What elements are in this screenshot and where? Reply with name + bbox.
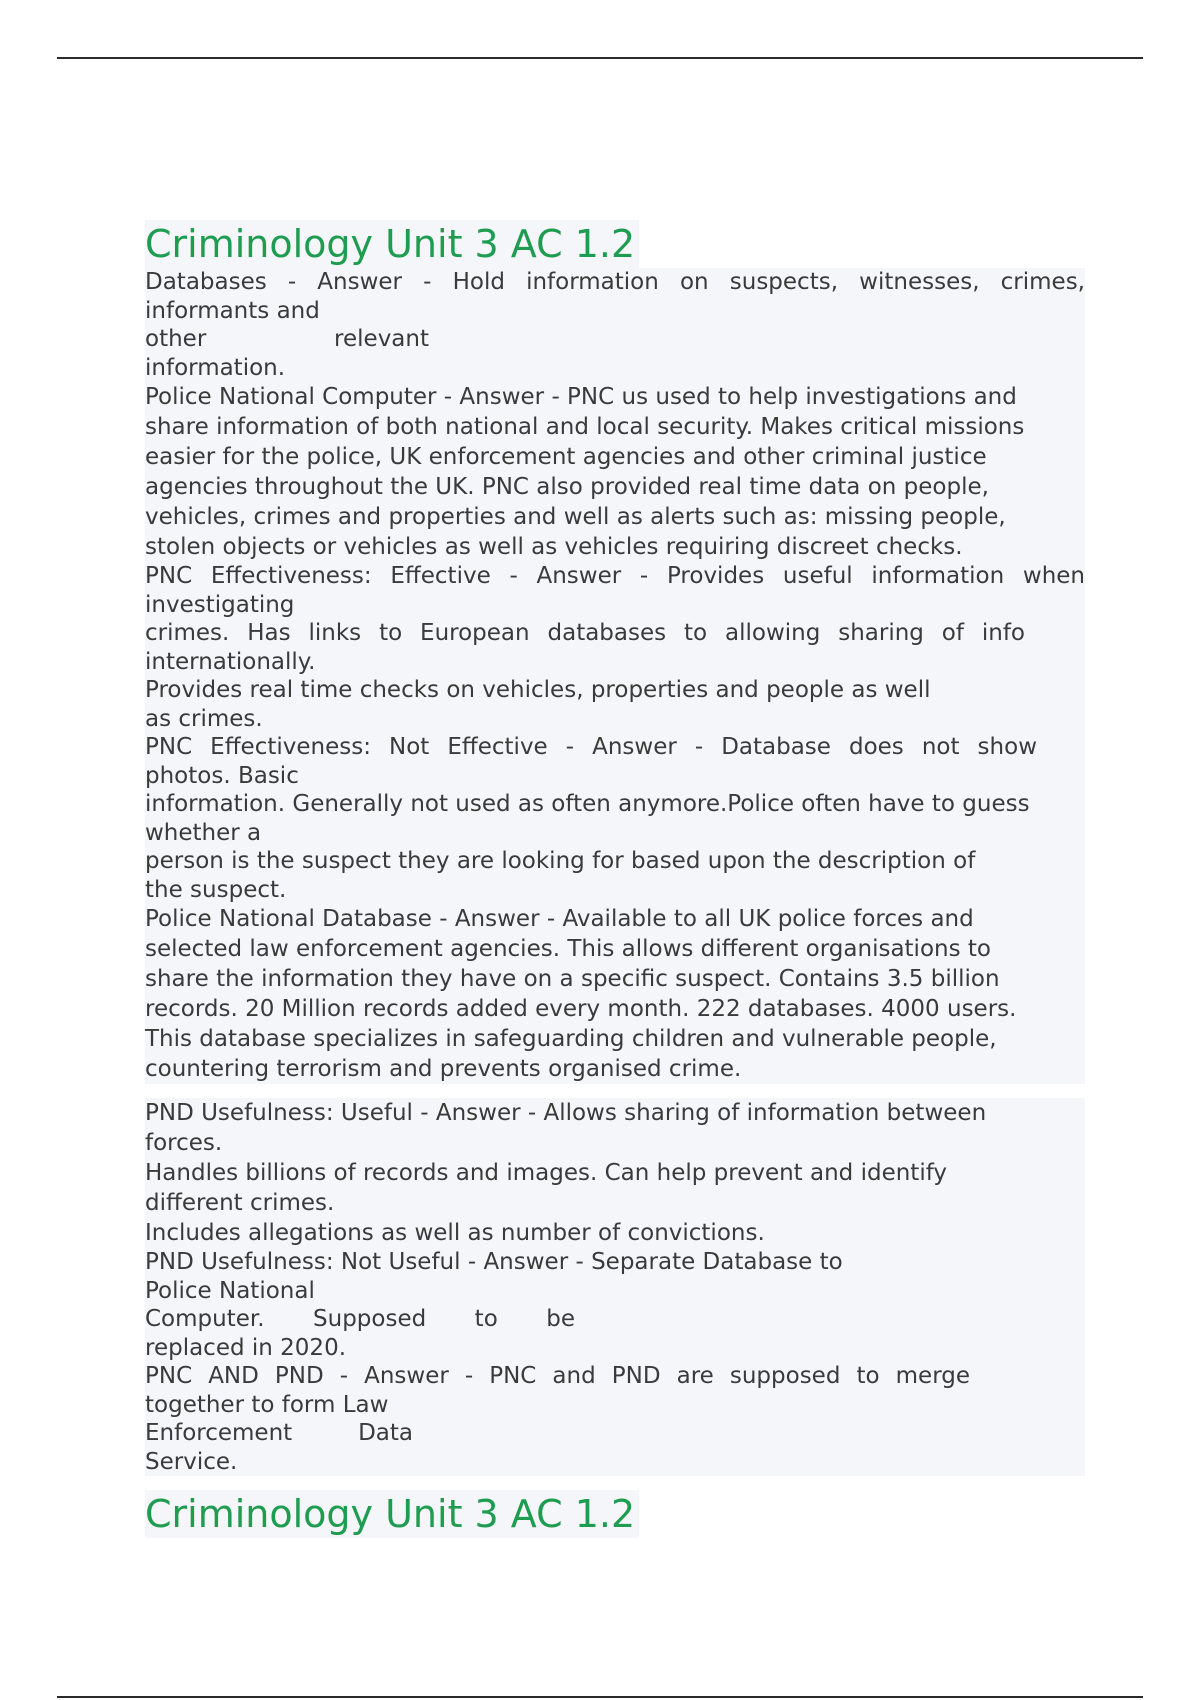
text-line: Police National Database - Answer - Available to all UK police forces and	[145, 906, 974, 932]
text-line: agencies throughout the UK. PNC also provided real time data on people,	[145, 474, 989, 500]
text-line: whether a	[145, 819, 262, 846]
text-line: countering terrorism and prevents organised crime.	[145, 1056, 742, 1082]
page-title: Criminology Unit 3 AC 1.2	[145, 220, 639, 268]
paragraph-pnc-and-pnd-cont	[145, 1419, 1085, 1476]
text-line: crimes. Has links to European databases to allowing sharing of info	[145, 620, 1025, 646]
paragraph-pnc-not-effective	[145, 733, 1085, 904]
text-line: informants and	[145, 297, 320, 324]
text-line: information. Generally not used as often anymore.Police often have to guess	[145, 791, 1030, 817]
text-line: Service.	[145, 1448, 238, 1475]
text-line: Police National Computer - Answer - PNC us used to help investigations and	[145, 384, 1017, 410]
text-line: stolen objects or vehicles as well as vehicles requiring discreet checks.	[145, 534, 963, 560]
text-line: internationally.	[145, 648, 316, 675]
text-line: forces.	[145, 1130, 223, 1156]
text-line: Handles billions of records and images. Can help prevent and identify	[145, 1160, 948, 1186]
text-line: PND Usefulness: Not Useful - Answer - Separate Database to	[145, 1249, 843, 1275]
spacer	[145, 1084, 1085, 1098]
text-line: records. 20 Million records added every month. 222 databases. 4000 users.	[145, 996, 1017, 1022]
text-line: Includes allegations as well as number of convictions.	[145, 1220, 765, 1246]
paragraph-pnd-not-useful-cont	[145, 1305, 1085, 1362]
paragraph-pnd-useful	[145, 1098, 1085, 1248]
text-line: Databases - Answer - Hold information on suspects, witnesses, crimes,	[145, 269, 1085, 295]
text-line: This database specializes in safeguarding children and vulnerable people,	[145, 1026, 997, 1052]
text-line: information.	[145, 354, 286, 381]
footer-title: Criminology Unit 3 AC 1.2	[145, 1490, 639, 1538]
paragraph-databases	[145, 268, 1085, 325]
paragraph-pnd	[145, 904, 1085, 1084]
text-line: vehicles, crimes and properties and well as alerts such as: missing people,	[145, 504, 1006, 530]
paragraph-pnc-effective	[145, 562, 1085, 733]
text-line: replaced in 2020.	[145, 1334, 347, 1361]
text-line: share information of both national and local security. Makes critical missions	[145, 414, 1025, 440]
text-line: other relevant	[145, 326, 429, 352]
paragraph-pnd-not-useful	[145, 1248, 1085, 1305]
text-line: selected law enforcement agencies. This allows different organisations to	[145, 936, 991, 962]
spacer	[145, 1476, 1085, 1490]
text-line: Provides real time checks on vehicles, properties and people as well	[145, 677, 931, 703]
text-line: together to form Law	[145, 1391, 389, 1418]
text-line: as crimes.	[145, 705, 263, 732]
text-line: the suspect.	[145, 876, 287, 903]
text-line: investigating	[145, 591, 295, 618]
top-rule	[57, 57, 1143, 59]
text-line: PNC Effectiveness: Effective - Answer - Provides useful information when	[145, 563, 1085, 589]
paragraph-pnc	[145, 382, 1085, 562]
document-body	[145, 220, 1085, 1538]
text-line: photos. Basic	[145, 762, 299, 789]
text-line: share the information they have on a specific suspect. Contains 3.5 billion	[145, 966, 1000, 992]
text-line: Computer. Supposed to be	[145, 1306, 575, 1332]
text-line: PNC Effectiveness: Not Effective - Answer - Database does not show	[145, 734, 1037, 760]
text-line: person is the suspect they are looking for based upon the description of	[145, 848, 976, 874]
text-line: easier for the police, UK enforcement agencies and other criminal justice	[145, 444, 987, 470]
text-line: Enforcement Data	[145, 1420, 413, 1446]
bottom-rule	[57, 1696, 1143, 1698]
text-line: PNC AND PND - Answer - PNC and PND are supposed to merge	[145, 1363, 970, 1389]
paragraph-databases-cont	[145, 325, 1085, 382]
paragraph-pnc-and-pnd	[145, 1362, 1085, 1419]
text-line: different crimes.	[145, 1190, 335, 1216]
text-line: Police National	[145, 1277, 315, 1304]
text-line: PND Usefulness: Useful - Answer - Allows sharing of information between	[145, 1100, 987, 1126]
